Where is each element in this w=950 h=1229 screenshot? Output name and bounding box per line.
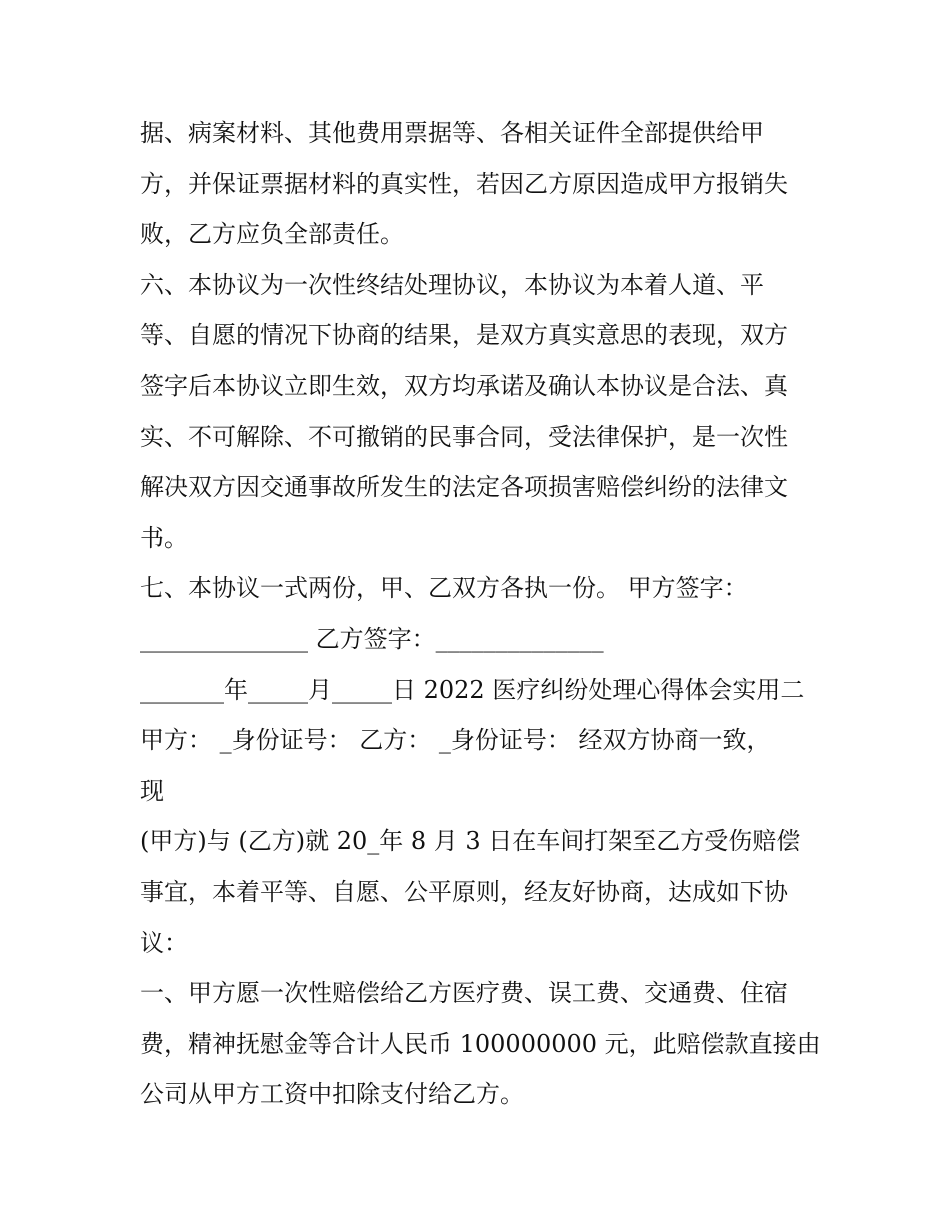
text-line: 六、本协议为一次性终结处理协议，本协议为本着人道、平 [140,270,764,299]
text-line: 七、本协议一式两份，甲、乙双方各执一份。 甲方签字： [140,574,748,603]
document-body [140,108,830,1120]
text-line: 书。 [140,523,188,552]
signature-line: ______________ 乙方签字：______________ [140,624,604,653]
text-line: 费，精神抚慰金等合计人民币 100000000 元，此赔偿款直接由 [140,1029,821,1058]
text-line: 现 [140,776,164,805]
text-line: 败，乙方应负全部责任。 [140,220,404,249]
text-line: 方，并保证票据材料的真实性，若因乙方原因造成甲方报销失 [140,169,788,198]
text-line: 公司从甲方工资中扣除支付给乙方。 [140,1080,524,1109]
party-info-line: 甲方： _身份证号： 乙方： _身份证号： 经双方协商一致， [140,726,771,755]
date-line: _______年_____月_____日 2022 医疗纠纷处理心得体会实用二 [140,675,805,704]
text-line: 事宜，本着平等、自愿、公平原则，经友好协商，达成如下协 [140,877,788,906]
text-line: (甲方)与 (乙方)就 20_年 8 月 3 日在车间打架至乙方受伤赔偿 [140,827,801,856]
text-line: 解决双方因交通事故所发生的法定各项损害赔偿纠纷的法律文 [140,473,788,502]
text-line: 议： [140,928,188,957]
text-line: 据、病案材料、其他费用票据等、各相关证件全部提供给甲 [140,119,764,147]
text-line: 等、自愿的情况下协商的结果，是双方真实意思的表现，双方 [140,321,788,350]
text-line: 一、甲方愿一次性赔偿给乙方医疗费、误工费、交通费、住宿 [140,979,788,1008]
text-line: 实、不可解除、不可撤销的民事合同，受法律保护，是一次性 [140,422,788,451]
text-line: 签字后本协议立即生效，双方均承诺及确认本协议是合法、真 [140,371,788,400]
